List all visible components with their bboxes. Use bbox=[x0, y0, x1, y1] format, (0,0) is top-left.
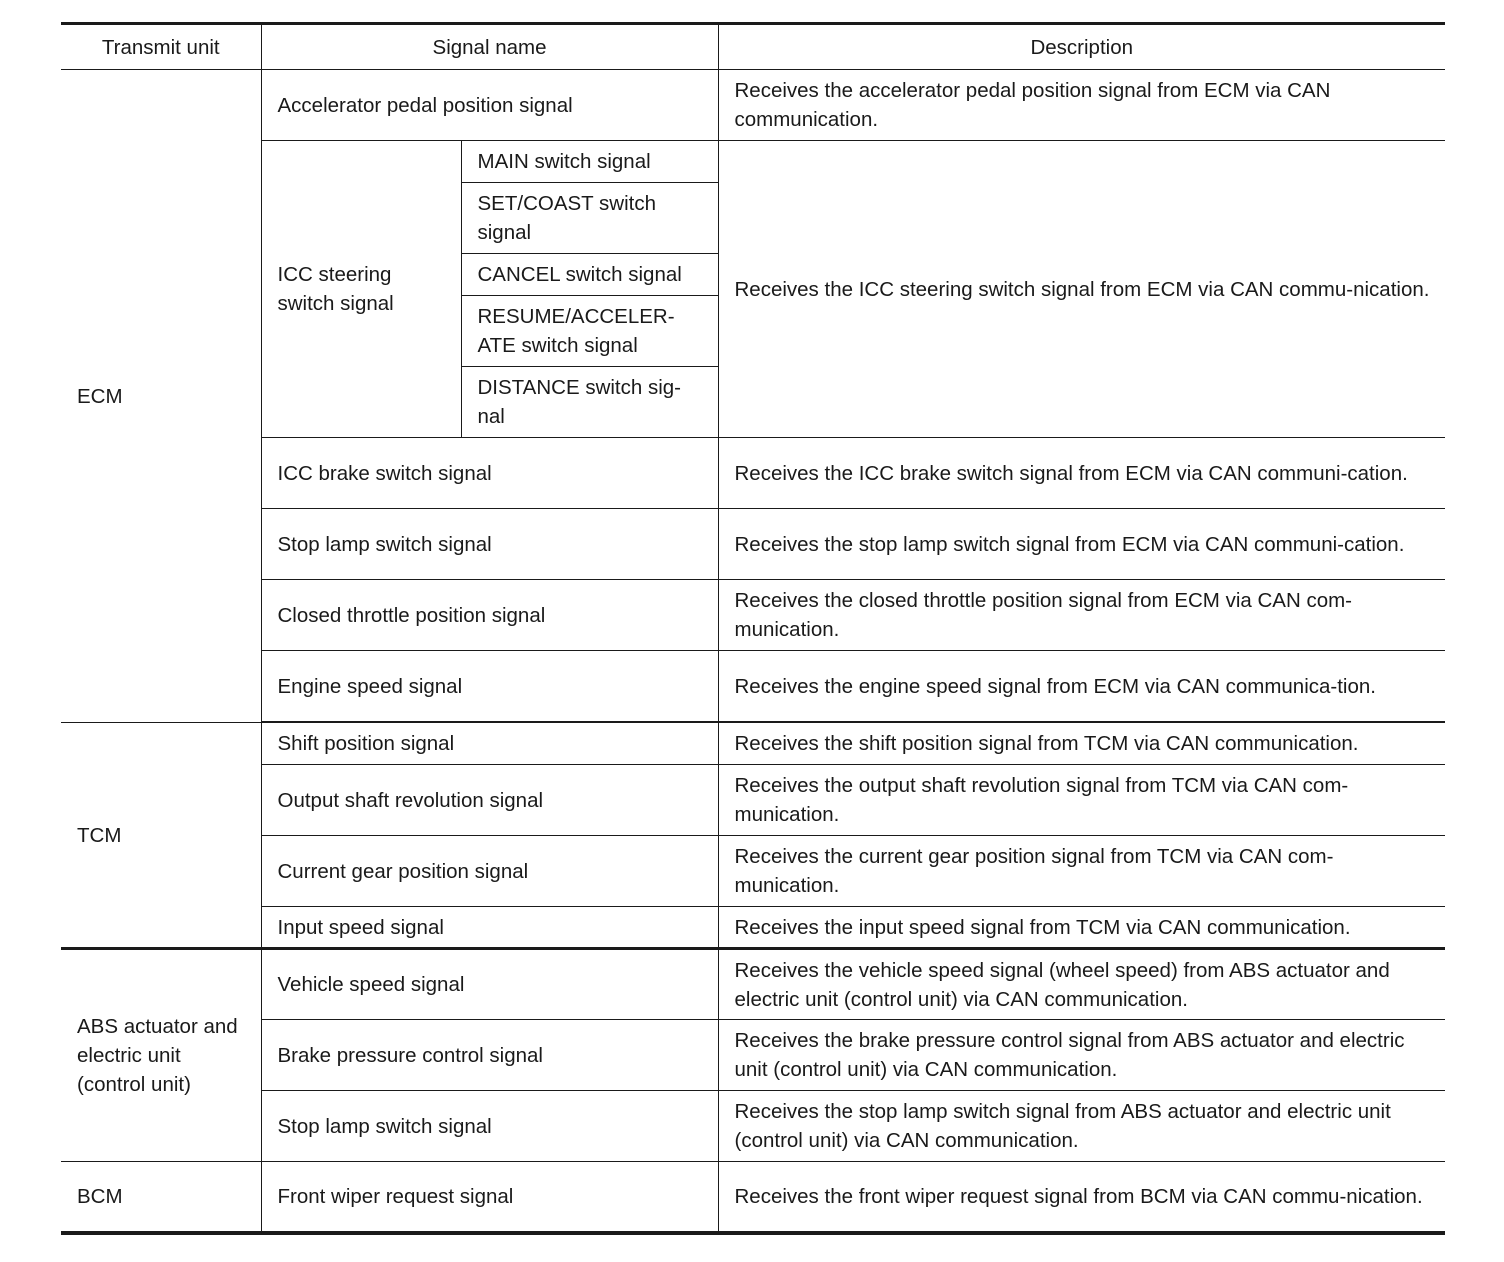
description-cell: Receives the ICC brake switch signal from ECM via CAN communi-cation. bbox=[718, 438, 1445, 509]
sub-signal-cell: MAIN switch signal bbox=[461, 141, 718, 183]
signal-table bbox=[61, 22, 1445, 1235]
sub-signal-cell: DISTANCE switch sig-nal bbox=[461, 367, 718, 438]
signal-cell: Output shaft revolution signal bbox=[261, 765, 718, 836]
signal-cell: Shift position signal bbox=[261, 723, 718, 765]
table-row bbox=[61, 141, 1445, 183]
signal-cell: Stop lamp switch signal bbox=[261, 1091, 718, 1162]
table-row bbox=[61, 836, 1445, 907]
description-cell: Receives the input speed signal from TCM via CAN communication. bbox=[718, 907, 1445, 949]
table-row bbox=[61, 1020, 1445, 1091]
signal-cell: ICC steering switch signal bbox=[261, 141, 461, 438]
description-cell: Receives the current gear position signal from TCM via CAN com-munication. bbox=[718, 836, 1445, 907]
description-cell: Receives the output shaft revolution signal from TCM via CAN com-munication. bbox=[718, 765, 1445, 836]
header-description: Description bbox=[718, 24, 1445, 70]
signal-cell: ICC brake switch signal bbox=[261, 438, 718, 509]
table-row bbox=[61, 509, 1445, 580]
description-cell: Receives the ICC steering switch signal from ECM via CAN commu-nication. bbox=[718, 141, 1445, 438]
description-cell: Receives the closed throttle position signal from ECM via CAN com-munication. bbox=[718, 580, 1445, 651]
unit-ecm: ECM bbox=[61, 70, 261, 723]
header-row bbox=[61, 24, 1445, 70]
signal-cell: Front wiper request signal bbox=[261, 1162, 718, 1233]
sub-signal-cell: CANCEL switch signal bbox=[461, 254, 718, 296]
table-row bbox=[61, 70, 1445, 141]
description-cell: Receives the engine speed signal from ECM via CAN communica-tion. bbox=[718, 651, 1445, 722]
description-cell: Receives the front wiper request signal from BCM via CAN commu-nication. bbox=[718, 1162, 1445, 1233]
description-cell: Receives the accelerator pedal position signal from ECM via CAN communication. bbox=[718, 70, 1445, 141]
signal-cell: Current gear position signal bbox=[261, 836, 718, 907]
signal-cell: Engine speed signal bbox=[261, 651, 718, 722]
table-row bbox=[61, 765, 1445, 836]
signal-cell: Vehicle speed signal bbox=[261, 949, 718, 1020]
description-cell: Receives the stop lamp switch signal from ABS actuator and electric unit (control unit) via CAN communication. bbox=[718, 1091, 1445, 1162]
signal-cell: Input speed signal bbox=[261, 907, 718, 949]
table-row bbox=[61, 907, 1445, 949]
sub-signal-cell: RESUME/ACCELER-ATE switch signal bbox=[461, 296, 718, 367]
description-cell: Receives the shift position signal from TCM via CAN communication. bbox=[718, 723, 1445, 765]
table-row bbox=[61, 949, 1445, 1020]
description-cell: Receives the stop lamp switch signal from ECM via CAN communi-cation. bbox=[718, 509, 1445, 580]
header-signal-name: Signal name bbox=[261, 24, 718, 70]
unit-abs: ABS actuator and electric unit (control unit) bbox=[61, 949, 261, 1162]
unit-bcm: BCM bbox=[61, 1162, 261, 1233]
sub-signal-cell: SET/COAST switch signal bbox=[461, 183, 718, 254]
header-transmit-unit: Transmit unit bbox=[61, 24, 261, 70]
signal-cell: Brake pressure control signal bbox=[261, 1020, 718, 1091]
signal-cell: Stop lamp switch signal bbox=[261, 509, 718, 580]
table-row bbox=[61, 1091, 1445, 1162]
signal-cell: Closed throttle position signal bbox=[261, 580, 718, 651]
table-row bbox=[61, 651, 1445, 722]
table-row bbox=[61, 723, 1445, 765]
description-cell: Receives the brake pressure control signal from ABS actuator and electric unit (control unit) via CAN communication. bbox=[718, 1020, 1445, 1091]
signal-cell: Accelerator pedal position signal bbox=[261, 70, 718, 141]
table-row bbox=[61, 438, 1445, 509]
table-row bbox=[61, 580, 1445, 651]
table-row bbox=[61, 1162, 1445, 1233]
unit-tcm: TCM bbox=[61, 723, 261, 949]
description-cell: Receives the vehicle speed signal (wheel speed) from ABS actuator and electric unit (control unit) via CAN communication. bbox=[718, 949, 1445, 1020]
